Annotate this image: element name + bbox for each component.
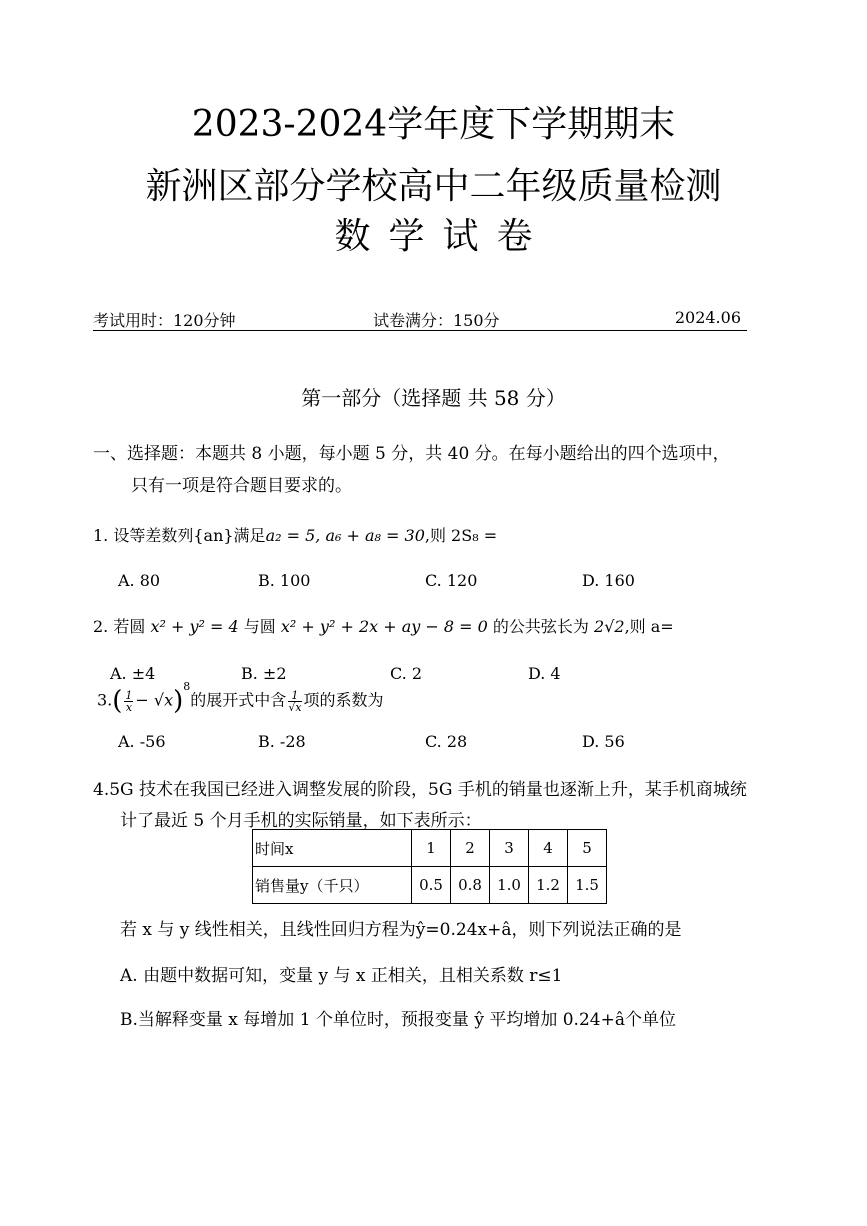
section-instructions-line1: 一、选择题：本题共 8 小题，每小题 5 分，共 40 分。在每小题给出的四个选项中， bbox=[93, 444, 730, 464]
question-1-formula: a₂ = 5, a₆ + a₈ = 30 bbox=[265, 526, 425, 545]
question-2-option-d: D. 4 bbox=[528, 664, 561, 683]
table-cell: 1.2 bbox=[529, 867, 568, 904]
table-cell: 1.0 bbox=[490, 867, 529, 904]
table-row bbox=[253, 867, 607, 904]
table-cell: 销售量y（千只） bbox=[253, 867, 412, 904]
question-4-stem-line2: 计了最近 5 个月手机的实际销量，如下表所示： bbox=[120, 811, 482, 831]
exam-total-score: 试卷满分：150分 bbox=[373, 311, 500, 330]
question-4-option-b: B.当解释变量 x 每增加 1 个单位时，预报变量 ŷ 平均增加 0.24+â个单位 bbox=[120, 1010, 676, 1030]
question-3-fraction: $\frac{1}{x}$ bbox=[125, 688, 133, 714]
table-cell: 1 bbox=[412, 830, 451, 867]
question-3-text-1: 的展开式中含 bbox=[190, 690, 287, 710]
table-row bbox=[253, 830, 607, 867]
table-cell: 0.5 bbox=[412, 867, 451, 904]
question-1-option-b: B. 100 bbox=[258, 571, 311, 590]
question-1-option-a: A. 80 bbox=[118, 571, 161, 590]
exam-title-line1: 2023-2024学年度下学期期末 bbox=[191, 104, 676, 145]
table-cell: 时间x bbox=[253, 830, 412, 867]
exam-date: 2024.06 bbox=[674, 308, 741, 327]
table-cell: 0.8 bbox=[451, 867, 490, 904]
table-cell: 1.5 bbox=[568, 867, 607, 904]
question-3-number: 3. bbox=[97, 690, 113, 710]
question-1-text: 1. 设等差数列{an}满足 bbox=[93, 526, 266, 545]
question-1-option-d: D. 160 bbox=[582, 571, 635, 590]
question-2-option-a: A. ±4 bbox=[110, 664, 156, 683]
table-cell: 5 bbox=[568, 830, 607, 867]
exam-title-line2: 新洲区部分学校高中二年级质量检测 bbox=[145, 166, 722, 207]
question-3-stem: 3.( $\frac{1}{x}$ − √x)$^8$的展开式中含 $\frac{1}{√x}$ 项的系数为 bbox=[97, 680, 384, 716]
question-1-option-c: C. 120 bbox=[425, 571, 478, 590]
question-3-term-fraction: $\frac{1}{√x}$ bbox=[288, 688, 302, 714]
exam-info-line bbox=[93, 308, 747, 331]
section-instructions-line2: 只有一项是符合题目要求的。 bbox=[131, 476, 352, 496]
question-4-option-a: A. 由题中数据可知，变量 y 与 x 正相关，且相关系数 r≤1 bbox=[120, 966, 563, 986]
question-4-condition: 若 x 与 y 线性相关，且线性回归方程为ŷ=0.24x+â，则下列说法正确的是 bbox=[120, 920, 682, 940]
question-2-option-c: C. 2 bbox=[390, 664, 423, 683]
question-2-formula-1: x² + y² = 4 bbox=[150, 617, 239, 636]
question-3-option-a: A. -56 bbox=[118, 732, 166, 751]
question-3-option-c: C. 28 bbox=[425, 732, 468, 751]
question-2-text-2: 与圆 bbox=[243, 617, 276, 636]
question-3-text-2: 项的系数为 bbox=[303, 690, 384, 710]
question-2-option-b: B. ±2 bbox=[241, 664, 287, 683]
question-2-text-4: ,则 a= bbox=[624, 617, 674, 636]
question-3-power: 8 bbox=[183, 680, 191, 693]
table-cell: 2 bbox=[451, 830, 490, 867]
exam-subject-title: 数学试卷 bbox=[334, 216, 551, 257]
question-4-stem-line1: 4.5G 技术在我国已经进入调整发展的阶段，5G 手机的销量也逐渐上升，某手机商城统 bbox=[93, 780, 747, 800]
sales-table bbox=[252, 829, 607, 904]
question-2-text-1: 2. 若圆 bbox=[93, 617, 146, 636]
question-3-option-b: B. -28 bbox=[258, 732, 306, 751]
exam-duration: 考试用时：120分钟 bbox=[93, 311, 236, 330]
question-2-formula-2: x² + y² + 2x + ay − 8 = 0 bbox=[280, 617, 488, 636]
question-2-stem bbox=[93, 614, 674, 637]
table-cell: 4 bbox=[529, 830, 568, 867]
question-2-formula-3: 2√2 bbox=[594, 617, 625, 636]
table-cell: 3 bbox=[490, 830, 529, 867]
question-1-stem bbox=[93, 523, 497, 546]
question-1-ask: ,则 2S₈ = bbox=[424, 526, 498, 545]
question-3-option-d: D. 56 bbox=[582, 732, 625, 751]
part-one-title: 第一部分（选择题 共 58 分） bbox=[301, 386, 566, 410]
question-2-text-3: 的公共弦长为 bbox=[492, 617, 589, 636]
question-3-sqrt-term: − √x bbox=[135, 690, 174, 710]
